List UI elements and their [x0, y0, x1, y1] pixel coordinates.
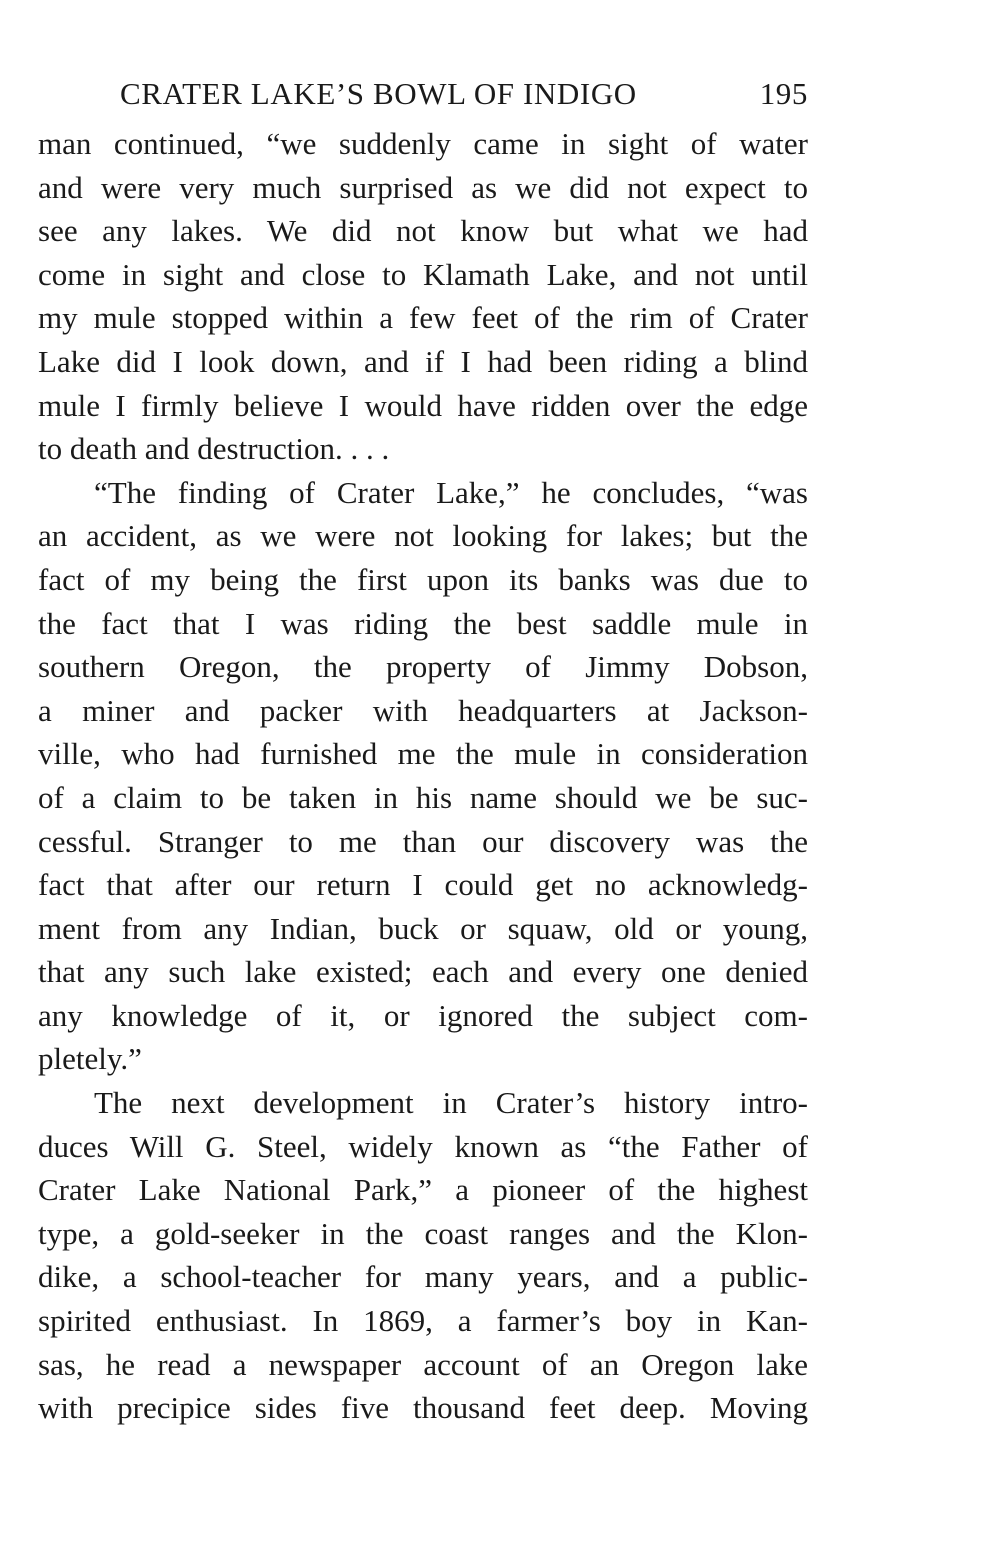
- body-text: [38, 122, 808, 1430]
- running-title: CRATER LAKE’S BOWL OF INDIGO: [120, 76, 637, 111]
- text-line: pletely.”: [38, 1041, 142, 1077]
- text-line: ville, who had furnished me the mule in consideration: [38, 736, 808, 772]
- text-line: type, a gold-seeker in the coast ranges and the Klon-: [38, 1215, 808, 1251]
- text-line: any knowledge of it, or ignored the subject com-: [38, 997, 808, 1033]
- text-line: that any such lake existed; each and every one denied: [38, 954, 808, 990]
- page-number: 195: [759, 76, 808, 111]
- text-line: The next development in Crater’s history intro-: [94, 1085, 808, 1121]
- text-line: to death and destruction. . . .: [38, 431, 390, 467]
- text-line: sas, he read a newspaper account of an Oregon lake: [38, 1346, 808, 1382]
- text-line: see any lakes. We did not know but what we had: [38, 213, 808, 249]
- text-line: “The finding of Crater Lake,” he concludes, “was: [94, 474, 808, 510]
- text-line: southern Oregon, the property of Jimmy Dobson,: [38, 649, 808, 685]
- text-line: cessful. Stranger to me than our discovery was the: [38, 823, 808, 859]
- text-line: the fact that I was riding the best saddle mule in: [38, 605, 808, 641]
- text-line: Crater Lake National Park,” a pioneer of the highest: [38, 1172, 808, 1208]
- text-line: fact that after our return I could get no acknowledg-: [38, 867, 808, 903]
- book-page: [38, 68, 808, 1430]
- text-line: with precipice sides five thousand feet deep. Moving: [38, 1390, 808, 1426]
- text-line: dike, a school-teacher for many years, and a public-: [38, 1259, 808, 1295]
- text-line: man continued, “we suddenly came in sight of water: [38, 126, 808, 161]
- text-line: a miner and packer with headquarters at Jackson-: [38, 692, 808, 728]
- running-head: [38, 68, 808, 118]
- text-line: mule I firmly believe I would have ridden over the edge: [38, 387, 808, 423]
- text-line: ment from any Indian, buck or squaw, old or young,: [38, 910, 808, 946]
- text-line: come in sight and close to Klamath Lake, and not until: [38, 256, 808, 292]
- text-line: and were very much surprised as we did not expect to: [38, 169, 808, 205]
- text-line: spirited enthusiast. In 1869, a farmer’s boy in Kan-: [38, 1303, 808, 1339]
- text-line: an accident, as we were not looking for lakes; but the: [38, 518, 808, 554]
- text-line: Lake did I look down, and if I had been riding a blind: [38, 343, 808, 379]
- text-line: of a claim to be taken in his name should we be suc-: [38, 779, 808, 815]
- text-line: my mule stopped within a few feet of the rim of Crater: [38, 300, 808, 336]
- text-line: fact of my being the first upon its banks was due to: [38, 561, 808, 597]
- text-line: duces Will G. Steel, widely known as “the Father of: [38, 1128, 808, 1164]
